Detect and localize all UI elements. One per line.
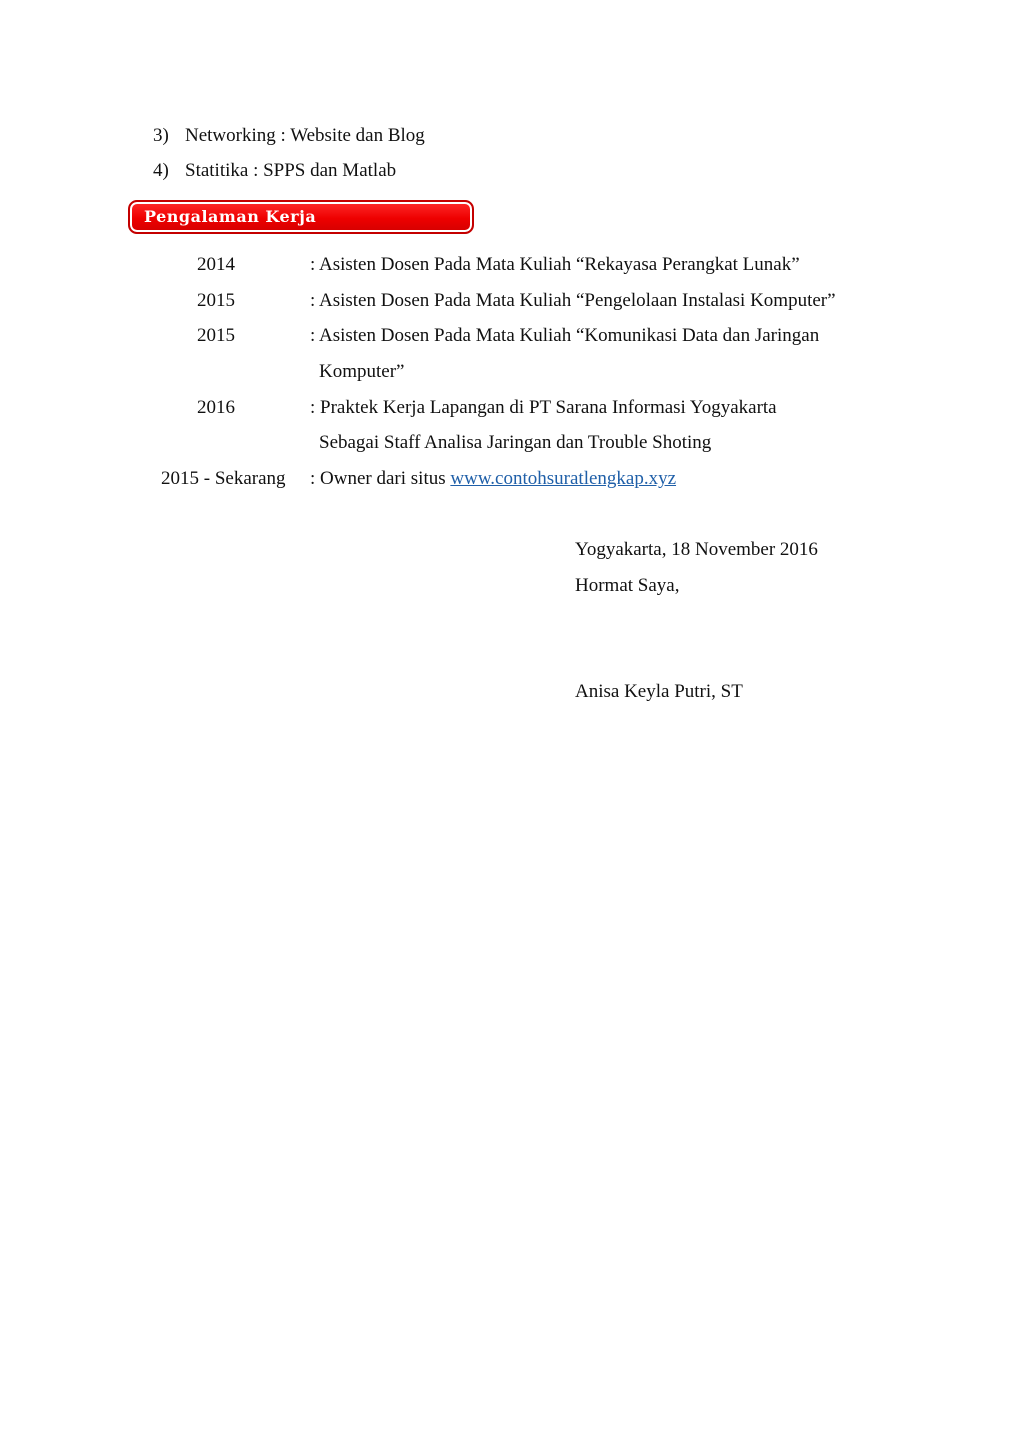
skill-number: 3) [153,125,169,146]
experience-description: : Asisten Dosen Pada Mata Kuliah “Komunikasi Data dan Jaringan [310,325,820,346]
experience-description-continuation: Sebagai Staff Analisa Jaringan dan Trouble Shoting [319,432,712,453]
experience-year: 2015 [197,290,235,311]
experience-description [310,467,676,491]
skill-item [153,124,425,148]
experience-description: : Asisten Dosen Pada Mata Kuliah “Rekayasa Perangkat Lunak” [310,254,800,275]
experience-description: : Asisten Dosen Pada Mata Kuliah “Pengelolaan Instalasi Komputer” [310,290,836,311]
section-header-work-experience [128,200,474,234]
experience-year: 2015 [197,325,235,346]
closing-greeting: Hormat Saya, [575,575,680,596]
experience-year: 2015 - Sekarang [161,468,286,489]
experience-year: 2014 [197,254,235,275]
signatory-name: Anisa Keyla Putri, ST [575,681,743,702]
skill-number: 4) [153,160,169,181]
skill-item [153,159,396,183]
place-date: Yogyakarta, 18 November 2016 [575,539,818,560]
experience-year: 2016 [197,397,235,418]
section-title: Pengalaman Kerja [144,207,317,226]
experience-description-text: : Owner dari situs [310,468,451,489]
skill-text: Statitika : SPPS dan Matlab [185,160,397,181]
skill-text: Networking : Website dan Blog [185,125,425,146]
website-link[interactable]: www.contohsuratlengkap.xyz [450,468,677,489]
experience-description: : Praktek Kerja Lapangan di PT Sarana Informasi Yogyakarta [310,397,777,418]
experience-description-continuation: Komputer” [319,361,405,382]
